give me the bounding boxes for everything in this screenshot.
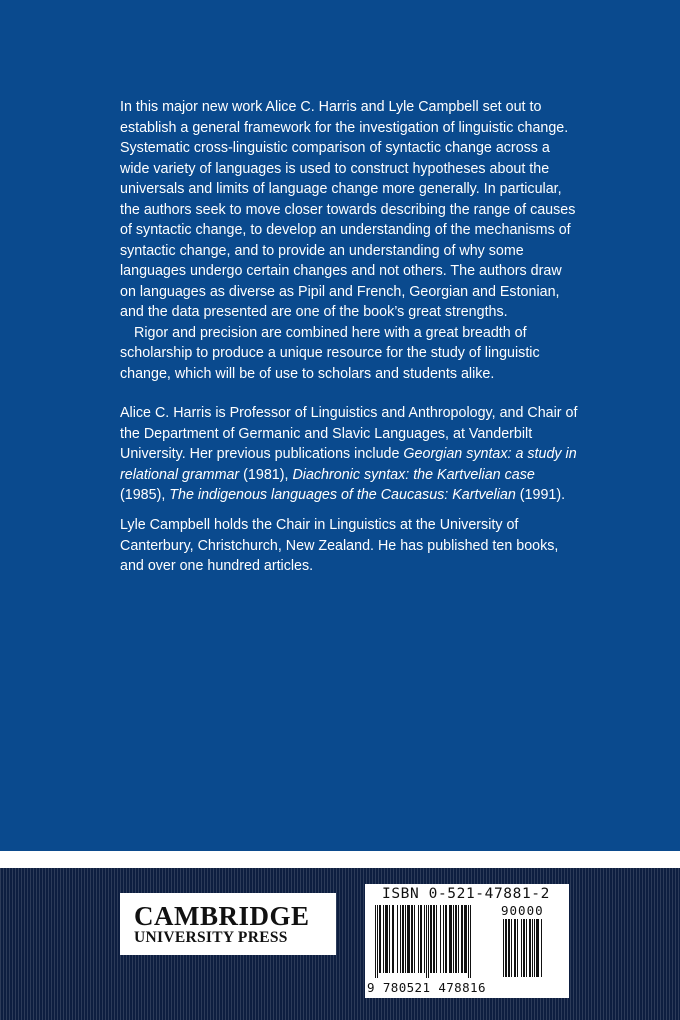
campbell-bio-text: Lyle Campbell holds the Chair in Linguistics at the University of Canterbury, Christchurch, New Zealand. He has published ten books, and over one hundred articles. [120,517,559,574]
bottom-band [0,868,680,1020]
publisher-subname: UNIVERSITY PRESS [134,928,288,946]
harris-bio-text [120,403,580,506]
harris-book-year-1: (1981), [239,466,293,483]
harris-book-title-2: Diachronic syntax: the Kartvelian case [292,466,535,483]
description-paragraph-2: Rigor and precision are combined here with a great breadth of scholarship to produce a unique resource for the study of linguistic change, which will be of use to scholars and students alike. [120,324,540,382]
price-addon-barcode [503,919,555,979]
harris-bio-intro: Alice C. Harris is Professor of Linguistics and Anthropology, and Chair of the Department of Germanic and Slavic Languages, at Vanderbilt University. Her previous publications include [120,405,578,462]
isbn-number: ISBN 0-521-47881-2 [382,886,550,902]
price-code: 90000 [501,903,544,918]
publisher-name: CAMBRIDGE [134,900,310,931]
ean-barcode [375,905,501,979]
harris-book-title-1: Georgian syntax: a study in relational grammar [120,446,577,483]
author-bio-harris [120,403,580,506]
harris-book-year-3: (1991). [515,487,566,503]
publisher-logo [120,893,336,955]
harris-book-year-2: (1985), [120,487,170,503]
description-paragraph-1: In this major new work Alice C. Harris and Lyle Campbell set out to establish a general framework for the investigation of linguistic change. Systematic cross-linguistic comparison of syntactic change across a wide variety of languages is used to construct hypotheses about the universals and limits of language change more generally. In particular, the authors seek to move closer towards describing the range of causes of syntactic change, to develop an understanding of the mechanisms of syntactic change, and to provide an understanding of why some languages undergo certain changes and not others. The authors draw on languages as diverse as Pipil and French, Georgian and Estonian, and the data presented are one of the book’s great strengths. [120,99,576,320]
author-bio-campbell [120,515,580,577]
ean-digits: 9 780521 478816 [367,980,486,995]
harris-book-title-3: The indigenous languages of the Caucasus: Kartvelian [169,487,516,503]
white-divider-strip [0,851,680,868]
book-description [120,97,580,384]
